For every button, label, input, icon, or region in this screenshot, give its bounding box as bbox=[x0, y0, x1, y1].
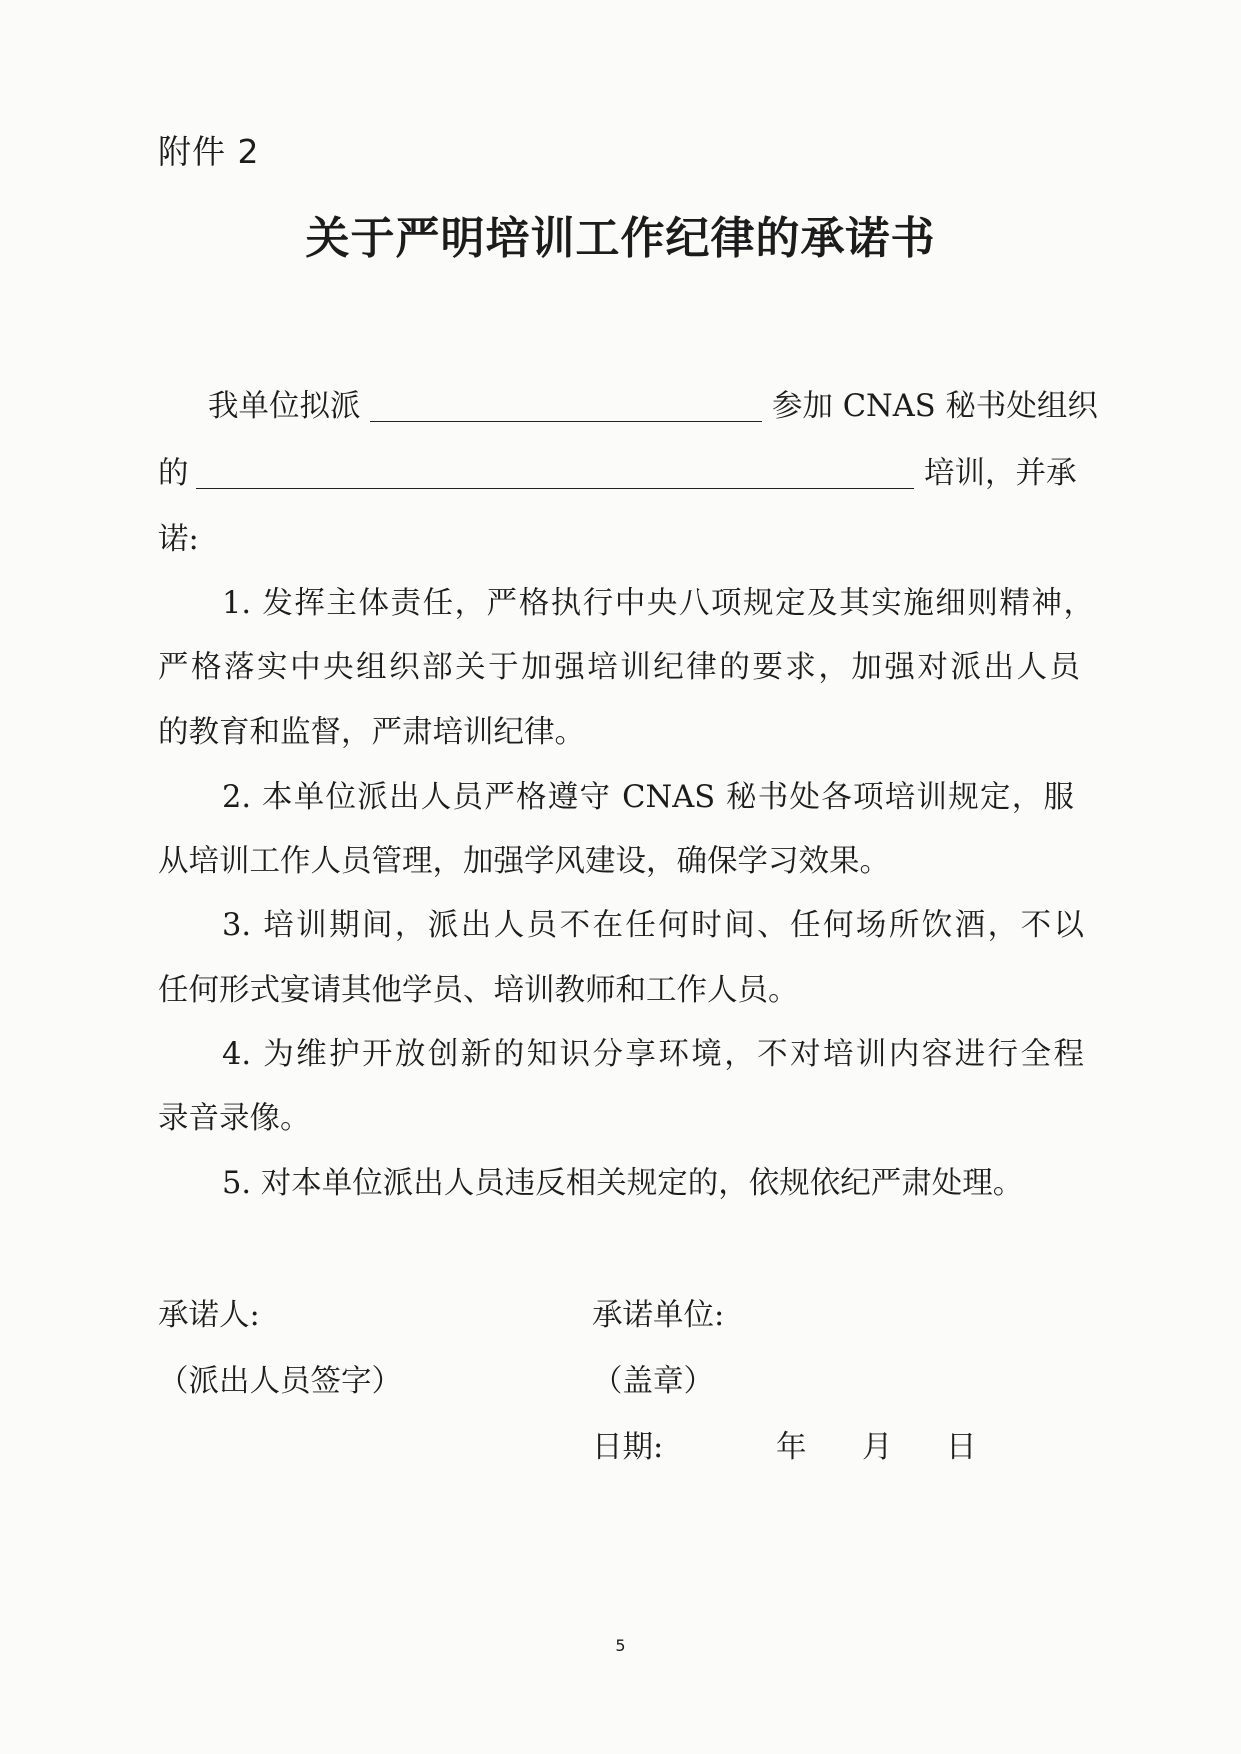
date-month: 月 bbox=[862, 1430, 893, 1465]
unit-seal-note: （盖章） bbox=[592, 1364, 714, 1399]
item-2-line-1: 2. 本单位派出人员严格遵守 CNAS 秘书处各项培训规定，服 bbox=[222, 780, 1074, 815]
promisor-unit-label: 承诺单位: bbox=[592, 1298, 725, 1333]
promisor-signature-note: （派出人员签字） bbox=[158, 1364, 402, 1399]
item-2-line-2: 从培训工作人员管理，加强学风建设，确保学习效果。 bbox=[158, 844, 890, 879]
intro-line-2-end: 培训，并承 bbox=[924, 456, 1077, 491]
item-5-line-1: 5. 对本单位派出人员违反相关规定的，依规依纪严肃处理。 bbox=[222, 1166, 1024, 1201]
date-year: 年 bbox=[776, 1430, 807, 1465]
date-day: 日 bbox=[946, 1430, 977, 1465]
item-1-line-1: 1. 发挥主体责任，严格执行中央八项规定及其实施细则精神， bbox=[222, 586, 1094, 621]
item-1-line-2: 严格落实中央组织部关于加强培训纪律的要求，加强对派出人员 bbox=[158, 650, 1080, 685]
item-1-line-3: 的教育和监督，严肃培训纪律。 bbox=[158, 715, 585, 750]
assignee-blank[interactable] bbox=[370, 421, 762, 422]
intro-line-1-start: 我单位拟派 bbox=[208, 389, 361, 424]
training-name-blank[interactable] bbox=[196, 488, 914, 489]
item-4-line-2: 录音录像。 bbox=[158, 1101, 311, 1136]
intro-line-2-start: 的 bbox=[158, 456, 189, 491]
document-title: 关于严明培训工作纪律的承诺书 bbox=[305, 213, 936, 264]
page-number: 5 bbox=[615, 1636, 626, 1655]
item-3-line-2: 任何形式宴请其他学员、培训教师和工作人员。 bbox=[158, 973, 799, 1008]
promisor-label: 承诺人: bbox=[158, 1298, 260, 1333]
attachment-label: 附件 2 bbox=[158, 132, 260, 171]
item-4-line-1: 4. 为维护开放创新的知识分享环境，不对培训内容进行全程 bbox=[222, 1037, 1084, 1072]
intro-line-3: 诺: bbox=[158, 522, 199, 557]
item-3-line-1: 3. 培训期间，派出人员不在任何时间、任何场所饮酒，不以 bbox=[222, 908, 1084, 943]
intro-line-1-end: 参加 CNAS 秘书处组织 bbox=[772, 389, 1098, 424]
date-label: 日期: bbox=[592, 1430, 664, 1465]
